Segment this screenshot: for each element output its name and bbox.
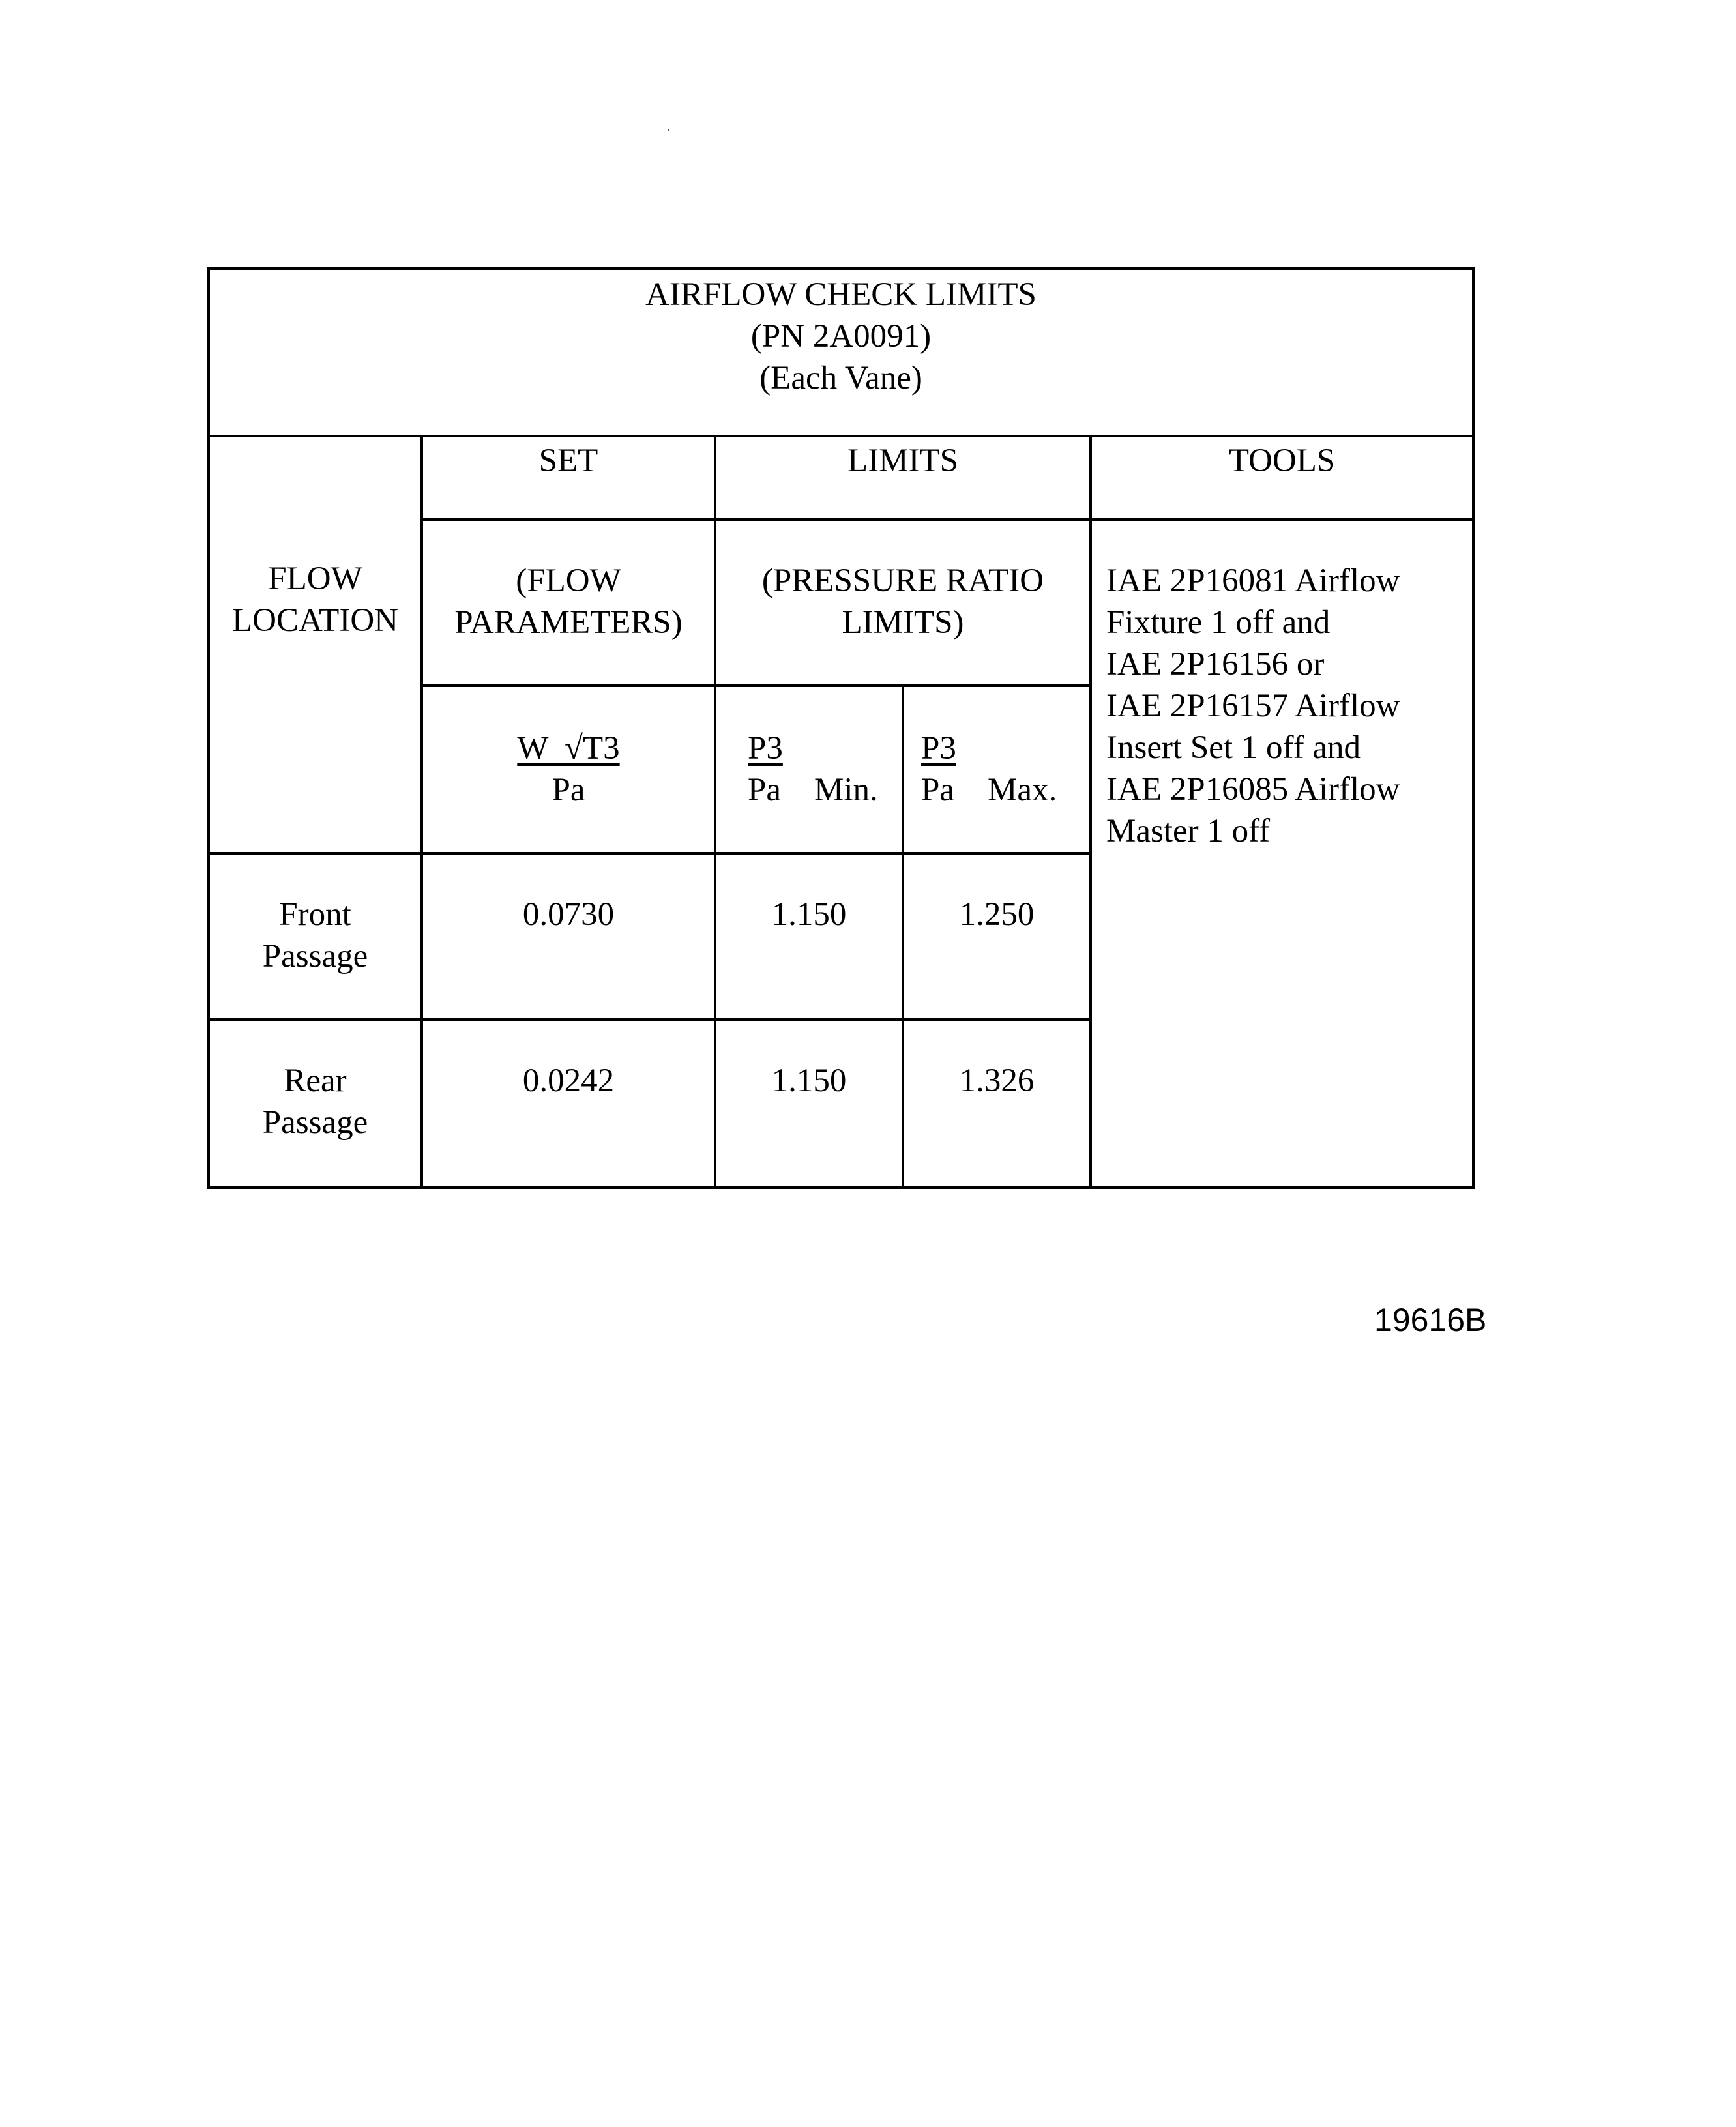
row-location-line: Passage	[262, 1104, 368, 1141]
min-ratio-numerator: P3	[748, 730, 783, 767]
tools-line: Master 1 off	[1106, 813, 1271, 849]
row-min-value: 1.150	[715, 1019, 903, 1188]
set-header: SET	[422, 436, 715, 520]
set-formula-denominator: Pa	[552, 772, 585, 808]
limits-subheader-line: LIMITS)	[842, 604, 964, 641]
tools-line: IAE 2P16156 or	[1106, 646, 1325, 682]
tools-line: Insert Set 1 off and	[1106, 729, 1361, 766]
scan-speck	[668, 129, 669, 131]
set-formula-numerator: W √T3	[517, 730, 620, 767]
flow-location-header	[209, 436, 422, 853]
row-max-value: 1.326	[903, 1019, 1091, 1188]
table-part-number: (PN 2A0091)	[750, 318, 932, 355]
max-ratio-numerator: P3	[921, 730, 956, 767]
set-subheader-line: PARAMETERS)	[454, 604, 683, 641]
row-set-value: 0.0242	[422, 1019, 715, 1188]
tools-header: TOOLS	[1091, 436, 1473, 520]
limits-header: LIMITS	[715, 436, 1091, 520]
figure-number: 19616B	[1374, 1302, 1487, 1338]
tools-line: Fixture 1 off and	[1106, 604, 1331, 641]
airflow-check-limits-table	[207, 267, 1475, 1189]
set-formula	[422, 686, 715, 853]
max-ratio-formula	[903, 686, 1091, 853]
limits-subheader-line: (PRESSURE RATIO	[761, 563, 1044, 599]
min-ratio-formula	[715, 686, 903, 853]
flow-location-line: LOCATION	[232, 602, 398, 639]
tools-cell	[1091, 520, 1473, 1188]
row-location-line: Passage	[262, 938, 368, 975]
set-subheader-line: (FLOW	[516, 563, 621, 599]
tools-line: IAE 2P16085 Airflow	[1106, 771, 1400, 808]
row-max-value: 1.250	[903, 853, 1091, 1019]
row-location-line: Front	[279, 896, 351, 933]
max-ratio-denominator: Pa Max.	[921, 772, 1057, 808]
flow-location-line: FLOW	[268, 561, 362, 597]
row-min-value: 1.150	[715, 853, 903, 1019]
row-set-value: 0.0730	[422, 853, 715, 1019]
row-location-line: Rear	[284, 1063, 347, 1099]
set-subheader	[422, 520, 715, 686]
table-title-line: AIRFLOW CHECK LIMITS	[645, 276, 1037, 313]
row-location	[209, 1019, 422, 1188]
tools-line: IAE 2P16081 Airflow	[1106, 563, 1400, 599]
table-scope: (Each Vane)	[759, 360, 922, 396]
table-title	[209, 269, 1473, 436]
row-location	[209, 853, 422, 1019]
limits-subheader	[715, 520, 1091, 686]
tools-line: IAE 2P16157 Airflow	[1106, 688, 1400, 724]
min-ratio-denominator: Pa Min.	[748, 772, 878, 808]
